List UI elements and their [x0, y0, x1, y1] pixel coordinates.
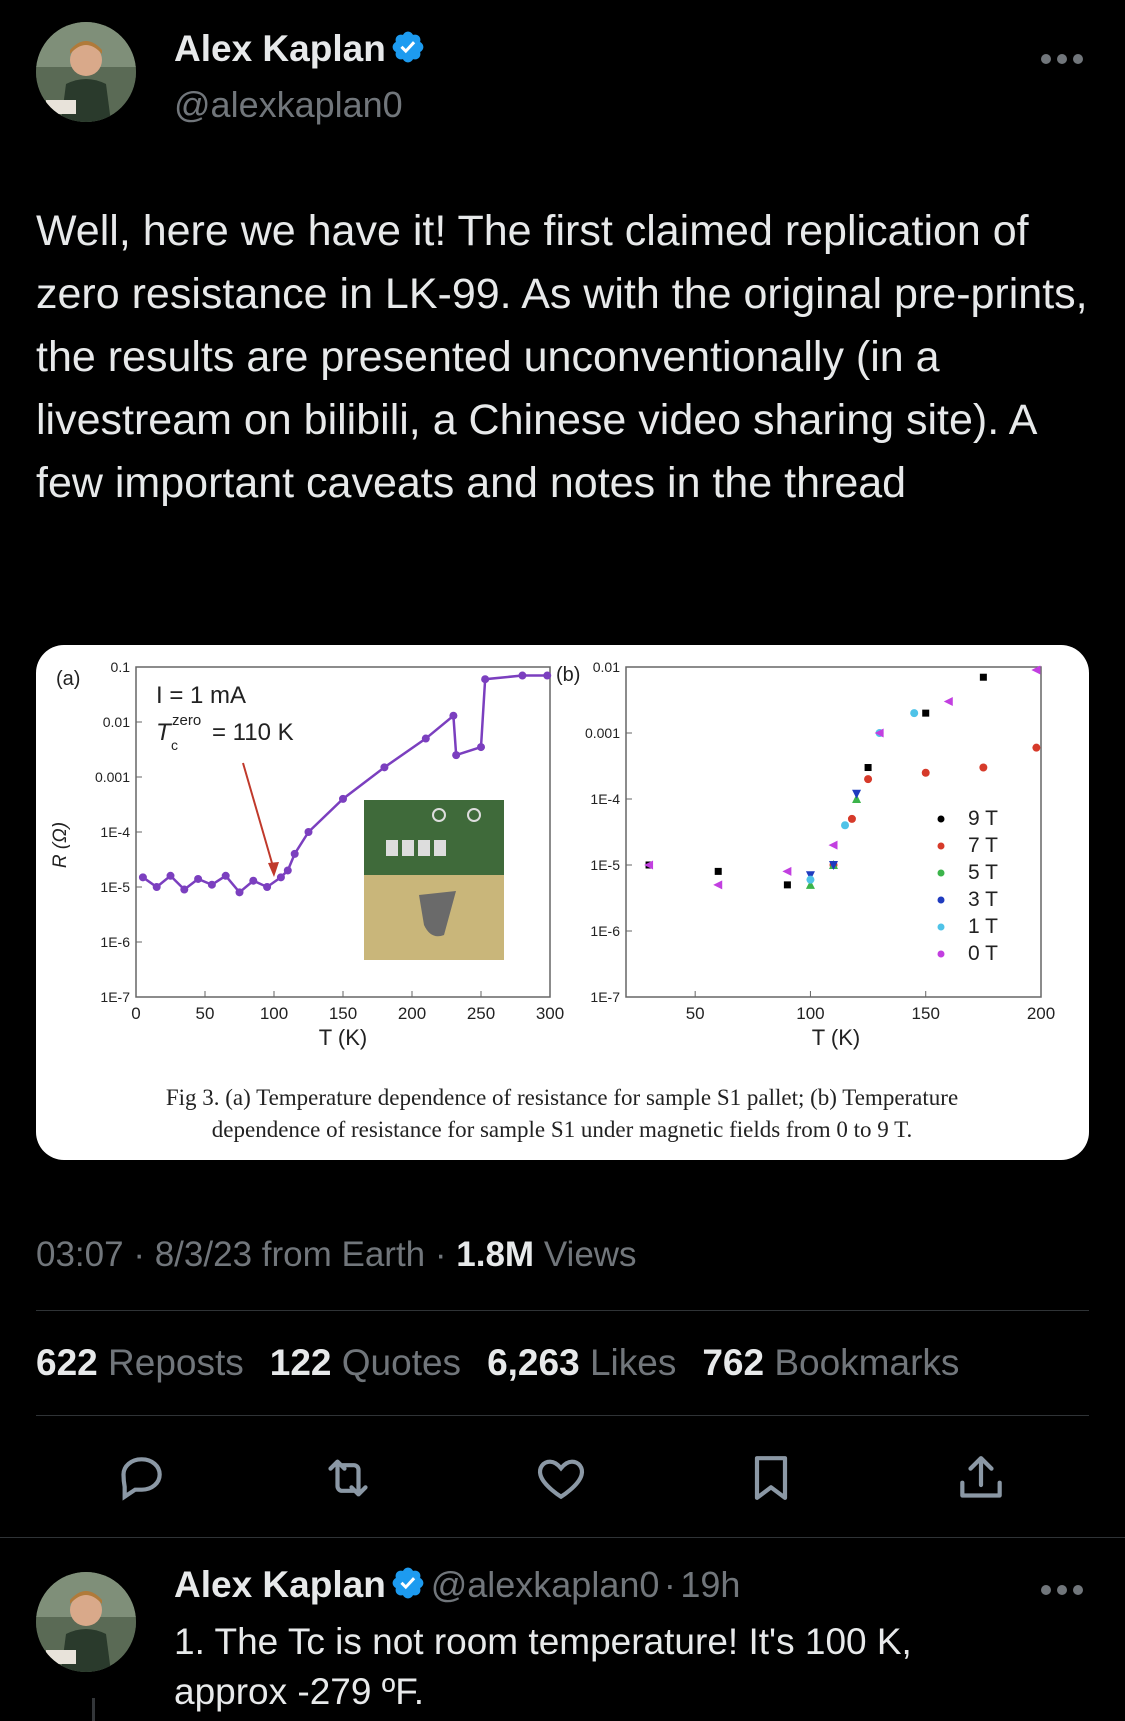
stat-bookmarks[interactable]: 762 Bookmarks [702, 1342, 960, 1383]
data-point [713, 880, 722, 889]
annotation-tc-sym: T [156, 719, 171, 746]
figure-caption-line2: dependence of resistance for sample S1 under magnetic fields from 0 to 9 T. [211, 1117, 913, 1142]
data-point [910, 709, 918, 717]
data-point [249, 877, 257, 885]
y-tick-label: 0.001 [94, 769, 130, 785]
reply-text [174, 1617, 1074, 1717]
x-tick-label: 300 [535, 1004, 565, 1023]
data-point [194, 875, 202, 883]
share-button[interactable] [953, 1450, 1009, 1511]
annotation-tc-val: = 110 K [212, 719, 294, 746]
data-point [922, 710, 929, 717]
data-point [208, 881, 216, 889]
reply-author-handle[interactable]: @alexkaplan0 [430, 1564, 660, 1605]
legend-marker [938, 951, 945, 958]
data-point [864, 775, 872, 783]
like-button[interactable] [533, 1450, 589, 1511]
y-tick-label: 0.001 [584, 725, 620, 741]
panel-b-x-ticks [686, 991, 1055, 1023]
legend-label: 1 T [968, 915, 998, 938]
author-name-row [174, 28, 426, 70]
y-tick-label: 1E-7 [100, 989, 130, 1005]
sample-inset-photo [364, 800, 504, 960]
figure-caption-line1: Fig 3. (a) Temperature dependence of resistance for sample S1 pallet; (b) Temperature [165, 1085, 959, 1110]
views-label: Views [543, 1235, 637, 1274]
legend-marker [938, 843, 945, 850]
engagement-stats [36, 1342, 959, 1384]
legend-marker [938, 924, 945, 931]
data-point [848, 815, 856, 823]
legend-label: 9 T [968, 807, 998, 830]
y-tick-label: 1E-5 [590, 857, 620, 873]
share-icon [953, 1450, 1009, 1506]
data-point [222, 872, 230, 880]
data-point [339, 795, 347, 803]
tc-arrowhead [268, 862, 279, 877]
panel-b-legend [938, 807, 999, 965]
x-tick-label: 200 [1026, 1004, 1056, 1023]
y-tick-label: 1E-4 [590, 791, 620, 807]
x-tick-label: 150 [911, 1004, 940, 1023]
more-horizontal-icon [1040, 1584, 1084, 1596]
data-point [944, 697, 953, 706]
annotation-tc-sup: zero [172, 712, 202, 729]
y-tick-label: 1E-6 [100, 934, 130, 950]
legend-marker [938, 870, 945, 877]
x-tick-label: 200 [397, 1004, 427, 1023]
reply-more-options-button[interactable] [1040, 1583, 1084, 1601]
data-point [452, 751, 460, 759]
panel-b-y-ticks [585, 659, 632, 1005]
stat-reposts[interactable]: 622 Reposts [36, 1342, 244, 1383]
data-point [139, 873, 147, 881]
reply-text-line2: approx -279 ºF. [174, 1671, 425, 1712]
panel-b-xlabel: T (K) [811, 1025, 861, 1050]
data-point [153, 883, 161, 891]
data-point [518, 672, 526, 680]
reply-header [174, 1564, 740, 1606]
legend-label: 5 T [968, 861, 998, 884]
verified-badge-icon [390, 29, 426, 65]
more-horizontal-icon [1040, 53, 1084, 65]
data-point [1032, 744, 1040, 752]
like-icon [533, 1450, 589, 1506]
x-tick-label: 250 [466, 1004, 496, 1023]
legend-label: 7 T [968, 834, 998, 857]
repost-button[interactable] [320, 1450, 376, 1511]
x-tick-label: 50 [195, 1004, 215, 1023]
x-tick-label: 100 [796, 1004, 825, 1023]
x-tick-label: 0 [131, 1004, 141, 1023]
data-point [284, 866, 292, 874]
annotation-tc-sub: c [171, 737, 178, 753]
y-tick-label: 0.01 [102, 714, 130, 730]
divider [0, 1537, 1125, 1538]
tweet-meta [36, 1235, 637, 1275]
data-point [167, 872, 175, 880]
tweet-text: Well, here we have it! The first claimed replication of zero resistance in LK-99. As with the original pre-prints, the results are presented unconventionally (in a livestream on bilibili, a Chinese video sharing site). A few important caveats and notes in the thread [36, 207, 1100, 507]
reply-author-name[interactable]: Alex Kaplan [174, 1564, 386, 1605]
tc-arrow [243, 763, 274, 870]
data-point [481, 675, 489, 683]
data-point [829, 841, 838, 850]
author-avatar[interactable] [36, 22, 136, 122]
data-point [305, 828, 313, 836]
panel-a-ylabel: R (Ω) [50, 821, 71, 869]
reply-button[interactable] [113, 1450, 169, 1511]
bookmark-icon [743, 1450, 799, 1506]
data-point [715, 868, 722, 875]
annotation-current: I = 1 mA [156, 682, 247, 709]
avatar-photo [36, 22, 136, 122]
data-point [263, 883, 271, 891]
data-point [782, 867, 791, 876]
reply-text-line1: 1. The Tc is not room temperature! It's 100 K, [174, 1621, 912, 1662]
meta-separator: · [133, 1235, 145, 1274]
reply-time[interactable]: 19h [680, 1564, 741, 1605]
legend-label: 0 T [968, 942, 998, 965]
x-tick-label: 50 [685, 1004, 705, 1023]
tweet-date[interactable]: 8/3/23 [154, 1235, 253, 1274]
panel-a-label: (a) [56, 668, 81, 690]
data-point [980, 674, 987, 681]
data-point [277, 873, 285, 881]
panel-a-xlabel: T (K) [318, 1025, 368, 1050]
repost-icon [320, 1450, 376, 1506]
data-point [784, 881, 791, 888]
stat-likes[interactable]: 6,263 Likes [487, 1342, 677, 1383]
tweet-time[interactable]: 03:07 [36, 1235, 124, 1274]
avatar-photo [36, 1572, 136, 1672]
data-point [852, 790, 861, 799]
data-point [422, 735, 430, 743]
reply-separator: · [663, 1564, 676, 1605]
data-point [291, 850, 299, 858]
y-tick-label: 1E-4 [100, 824, 130, 840]
x-tick-label: 150 [328, 1004, 358, 1023]
data-point [806, 876, 814, 884]
meta-separator: · [434, 1235, 447, 1274]
data-point [236, 888, 244, 896]
data-point [979, 764, 987, 772]
thread-line [92, 1698, 95, 1721]
author-handle[interactable]: @alexkaplan0 [174, 84, 403, 125]
data-point [865, 764, 872, 771]
data-point [477, 743, 485, 751]
legend-marker [938, 816, 945, 823]
panel-a-x-ticks [131, 991, 564, 1023]
panel-a-y-ticks [95, 659, 142, 1005]
legend-label: 3 T [968, 888, 998, 911]
data-point [180, 886, 188, 894]
more-options-button[interactable] [1040, 52, 1084, 70]
reply-author-avatar[interactable] [36, 1572, 136, 1672]
y-tick-label: 0.1 [110, 659, 130, 675]
data-point [841, 821, 849, 829]
y-tick-label: 1E-6 [590, 923, 620, 939]
legend-marker [938, 897, 945, 904]
x-tick-label: 100 [259, 1004, 289, 1023]
data-point [922, 769, 930, 777]
data-point [449, 712, 457, 720]
verified-badge-icon [390, 1565, 426, 1601]
y-tick-label: 0.01 [592, 659, 620, 675]
y-tick-label: 1E-5 [100, 879, 130, 895]
data-point [543, 672, 551, 680]
reply-icon [113, 1450, 169, 1506]
author-name[interactable]: Alex Kaplan [174, 28, 386, 69]
divider [36, 1415, 1089, 1416]
tweet-source: from Earth [261, 1235, 426, 1274]
bookmark-button[interactable] [743, 1450, 799, 1511]
divider [36, 1310, 1089, 1311]
y-tick-label: 1E-7 [590, 989, 620, 1005]
views-count: 1.8M [456, 1235, 535, 1274]
figure-chart [36, 645, 1089, 1160]
panel-b-label: (b) [556, 664, 581, 686]
tweet-media-image[interactable] [36, 645, 1089, 1160]
stat-quotes[interactable]: 122 Quotes [269, 1342, 462, 1383]
data-point [380, 763, 388, 771]
